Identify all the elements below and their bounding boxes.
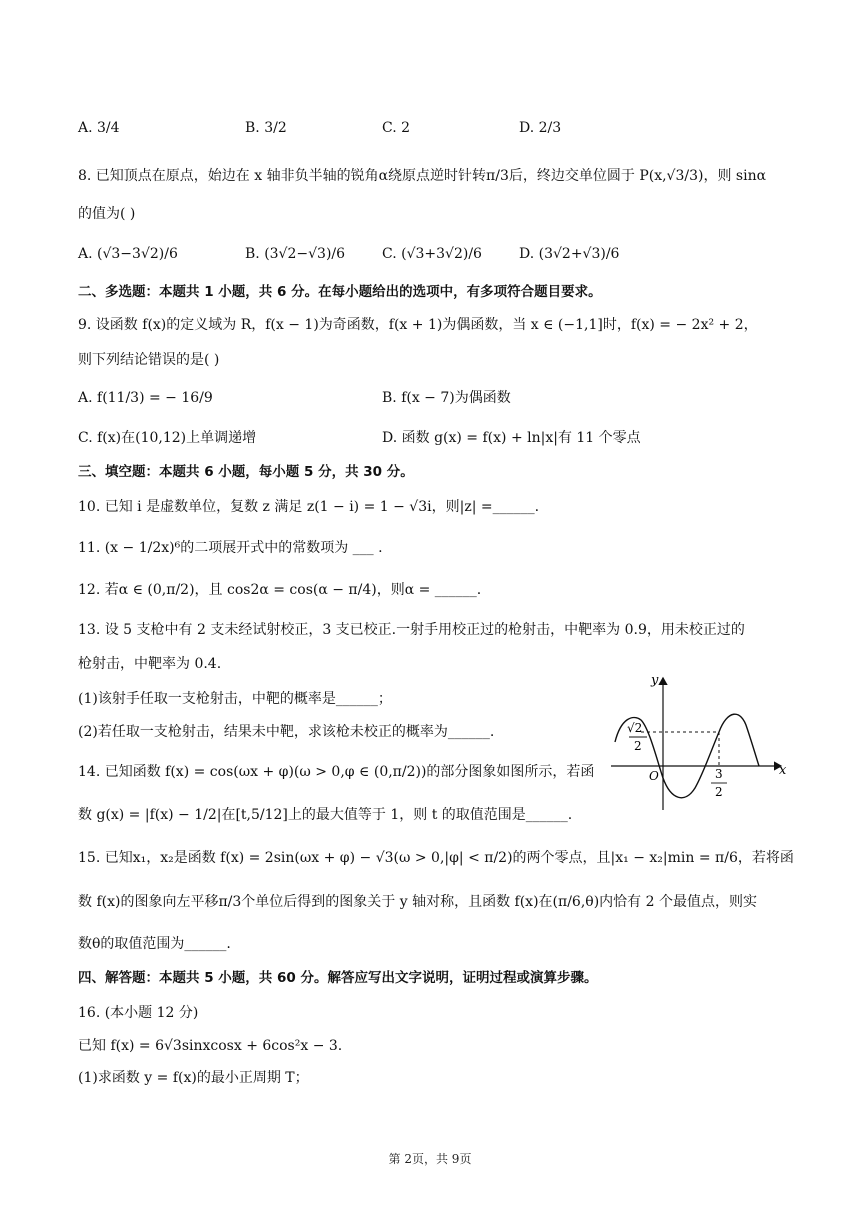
q8-option-b: B. (3√2−√3)/6: [245, 246, 346, 262]
q9-stem-line1: 9. 设函数 f(x)的定义域为 R，f(x − 1)为奇函数，f(x + 1)为偶函数，当 x ∈ (−1,1]时，f(x) = − 2x² + 2，: [78, 317, 758, 333]
q8-option-c: C. (√3+3√2)/6: [382, 246, 482, 262]
q13-part2: (2)若任取一支枪射击，结果未中靶，求该枪未校正的概率为______.: [78, 724, 495, 740]
q13-line2: 枪射击，中靶率为 0.4.: [78, 656, 222, 672]
q7-option-a: A. 3/4: [78, 120, 120, 136]
origin-label: O: [649, 769, 659, 783]
y-axis-label: y: [651, 673, 659, 688]
page-footer: 第 2页，共 9页: [388, 1152, 472, 1166]
q15-line3: 数θ的取值范围为______.: [78, 936, 231, 952]
q8-stem-line1: 8. 已知顶点在原点，始边在 x 轴非负半轴的锐角α绕原点逆时针转π/3后，终边交单位圆于 P(x,√3/3)，则 sinα: [78, 168, 767, 184]
x-axis-label: x: [779, 763, 787, 778]
q14-line2: 数 g(x) = |f(x) − 1/2|在[t,5/12]上的最大值等于 1，则 t 的取值范围是______.: [78, 807, 573, 823]
q7-option-c: C. 2: [382, 120, 411, 136]
q7-option-b: B. 3/2: [245, 120, 287, 136]
y-mark-numerator: √2: [627, 721, 643, 735]
q10-text: 10. 已知 i 是虚数单位，复数 z 满足 z(1 − i) = 1 − √3i，则|z| =______.: [78, 499, 540, 515]
q8-stem-line2: 的值为( ): [78, 206, 136, 222]
q16-part1: (1)求函数 y = f(x)的最小正周期 T；: [78, 1070, 309, 1086]
q9-option-c: C. f(x)在(10,12)上单调递增: [78, 430, 257, 446]
q8-option-a: A. (√3−3√2)/6: [78, 246, 178, 262]
y-mark-denominator: 2: [634, 739, 642, 753]
q15-line1: 15. 已知x₁，x₂是函数 f(x) = 2sin(ωx + φ) − √3(ω > 0,|φ| < π/2)的两个零点，且|x₁ − x₂|min = π/6，若将函: [78, 850, 794, 866]
section-heading-multi-choice: 二、多选题：本题共 1 小题，共 6 分。在每小题给出的选项中，有多项符合题目要求。: [78, 284, 602, 300]
section-heading-solutions: 四、解答题：本题共 5 小题，共 60 分。解答应写出文字说明，证明过程或演算步骤。: [78, 970, 598, 986]
q9-option-d: D. 函数 g(x) = f(x) + ln|x|有 11 个零点: [382, 430, 641, 446]
q14-line1: 14. 已知函数 f(x) = cos(ωx + φ)(ω > 0,φ ∈ (0,π/2))的部分图象如图所示，若函: [78, 764, 595, 780]
q11-text: 11. (x − 1/2x)⁶的二项展开式中的常数项为 ___ .: [78, 540, 383, 556]
q12-text: 12. 若α ∈ (0,π/2)，且 cos2α = cos(α − π/4)，则α = ______.: [78, 582, 482, 598]
x-mark-numerator: 3: [715, 767, 723, 781]
q16-given: 已知 f(x) = 6√3sinxcosx + 6cos²x − 3.: [78, 1038, 343, 1054]
q15-line2: 数 f(x)的图象向左平移π/3个单位后得到的图象关于 y 轴对称，且函数 f(x)在(π/6,θ)内恰有 2 个最值点，则实: [78, 894, 757, 910]
q8-option-d: D. (3√2+√3)/6: [519, 246, 620, 262]
q7-option-d: D. 2/3: [519, 120, 562, 136]
x-mark-denominator: 2: [715, 785, 723, 799]
q9-option-b: B. f(x − 7)为偶函数: [382, 390, 511, 406]
section-heading-fill-blank: 三、填空题：本题共 6 小题，每小题 5 分，共 30 分。: [78, 464, 414, 480]
q16-title: 16. (本小题 12 分): [78, 1005, 199, 1021]
function-graph: [605, 670, 795, 816]
q9-stem-line2: 则下列结论错误的是( ): [78, 352, 220, 368]
q9-option-a: A. f(11/3) = − 16/9: [78, 390, 213, 406]
q13-part1: (1)该射手任取一支枪射击，中靶的概率是______；: [78, 691, 392, 707]
q13-line1: 13. 设 5 支枪中有 2 支未经试射校正，3 支已校正.一射手用校正过的枪射击，中靶率为 0.9，用未校正过的: [78, 622, 745, 638]
